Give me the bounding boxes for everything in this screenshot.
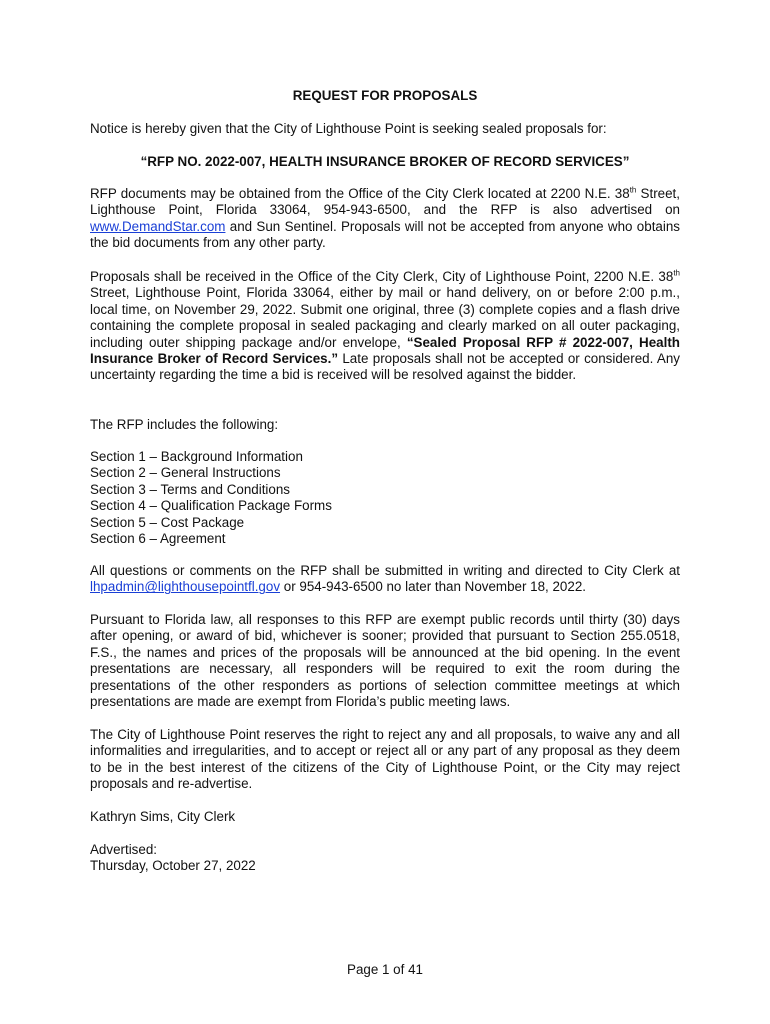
section-item: Section 2 – General Instructions [90,465,281,481]
page-number: Page 1 of 41 [347,962,423,977]
paragraph-submission [90,269,680,384]
p2-text-c: Late proposals shall not be accepted or considered. Any uncertainty regarding the time a bid is received will be resolved against the bidder. [90,351,680,383]
p2-bold-text: “Sealed Proposal RFP # 2022-007, Health Insurance Broker of Record Services.” [90,334,680,367]
advertised-date: Thursday, October 27, 2022 [90,858,256,873]
page-title: REQUEST FOR PROPOSALS [292,88,478,103]
rfp-title: “RFP NO. 2022-007, HEALTH INSURANCE BROKER OF RECORD SERVICES” [140,154,630,169]
section-list [90,449,680,547]
p1-text-a: RFP documents may be obtained from the Office of the City Clerk located at 2200 N.E. 38 [90,186,630,201]
paragraph-rights: The City of Lighthouse Point reserves the right to reject any and all proposals, to waive any and all informalities and irregularities, and to accept or reject all or any part of any proposal as they deem to be in the best interest of the citizens of the City of Lighthouse Point, or the City may reject proposals and re-advertise. [90,727,680,792]
p3-text-b: or 954-943-6500 no later than November 18, 2022. [280,579,586,595]
section-item: Section 4 – Qualification Package Forms [90,498,332,514]
advertised-label: Advertised: [90,842,157,857]
notice-text: Notice is hereby given that the City of Lighthouse Point is seeking sealed proposals for: [90,121,607,136]
clerk-email-link[interactable]: lhpadmin@lighthousepointfl.gov [90,579,281,595]
signature-line: Kathryn Sims, City Clerk [90,809,236,824]
p1-text-b: Street, Lighthouse Point, Florida 33064, 954-943-6500, and the RFP is also advertised on [90,186,680,218]
p1-superscript: th [629,185,637,195]
demandstar-link[interactable]: www.DemandStar.com [90,218,226,234]
section-item: Section 3 – Terms and Conditions [90,481,290,497]
includes-intro: The RFP includes the following: [90,417,279,432]
p1-text-c: and Sun Sentinel. Proposals will not be accepted from anyone who obtains the bid documents from any other party. [90,218,680,251]
p3-text-a: All questions or comments on the RFP shall be submitted in writing and directed to City Clerk at [90,563,680,578]
p2-text-b: Street, Lighthouse Point, Florida 33064, either by mail or hand delivery, on or before 2:00 p.m., local time, on November 29, 2022. Submit one original, three (3) complete copies and a flash drive containing the complete proposal in sealed packaging and clearly marked on all outer packaging, including outer shipping package and/or envelope, [90,285,680,350]
p2-text-a: Proposals shall be received in the Office of the City Clerk, City of Lighthouse Point, 2200 N.E. 38 [90,269,674,284]
p2-superscript: th [673,268,680,278]
section-item: Section 6 – Agreement [90,530,226,546]
paragraph-documents [90,186,680,252]
section-item: Section 1 – Background Information [90,449,303,464]
paragraph-questions [90,563,680,596]
section-item: Section 5 – Cost Package [90,514,245,530]
paragraph-public-records: Pursuant to Florida law, all responses to this RFP are exempt public records until thirty (30) days after opening, or award of bid, whichever is sooner; provided that pursuant to Section 255.0518, F.S., the names and prices of the proposals will be announced at the bid opening. In the event presentations are necessary, all responders will be required to exit the room during the presentations of the other responders as portions of selection committee meetings at which presentations are made are exempt from Florida’s public meeting laws. [90,612,680,710]
